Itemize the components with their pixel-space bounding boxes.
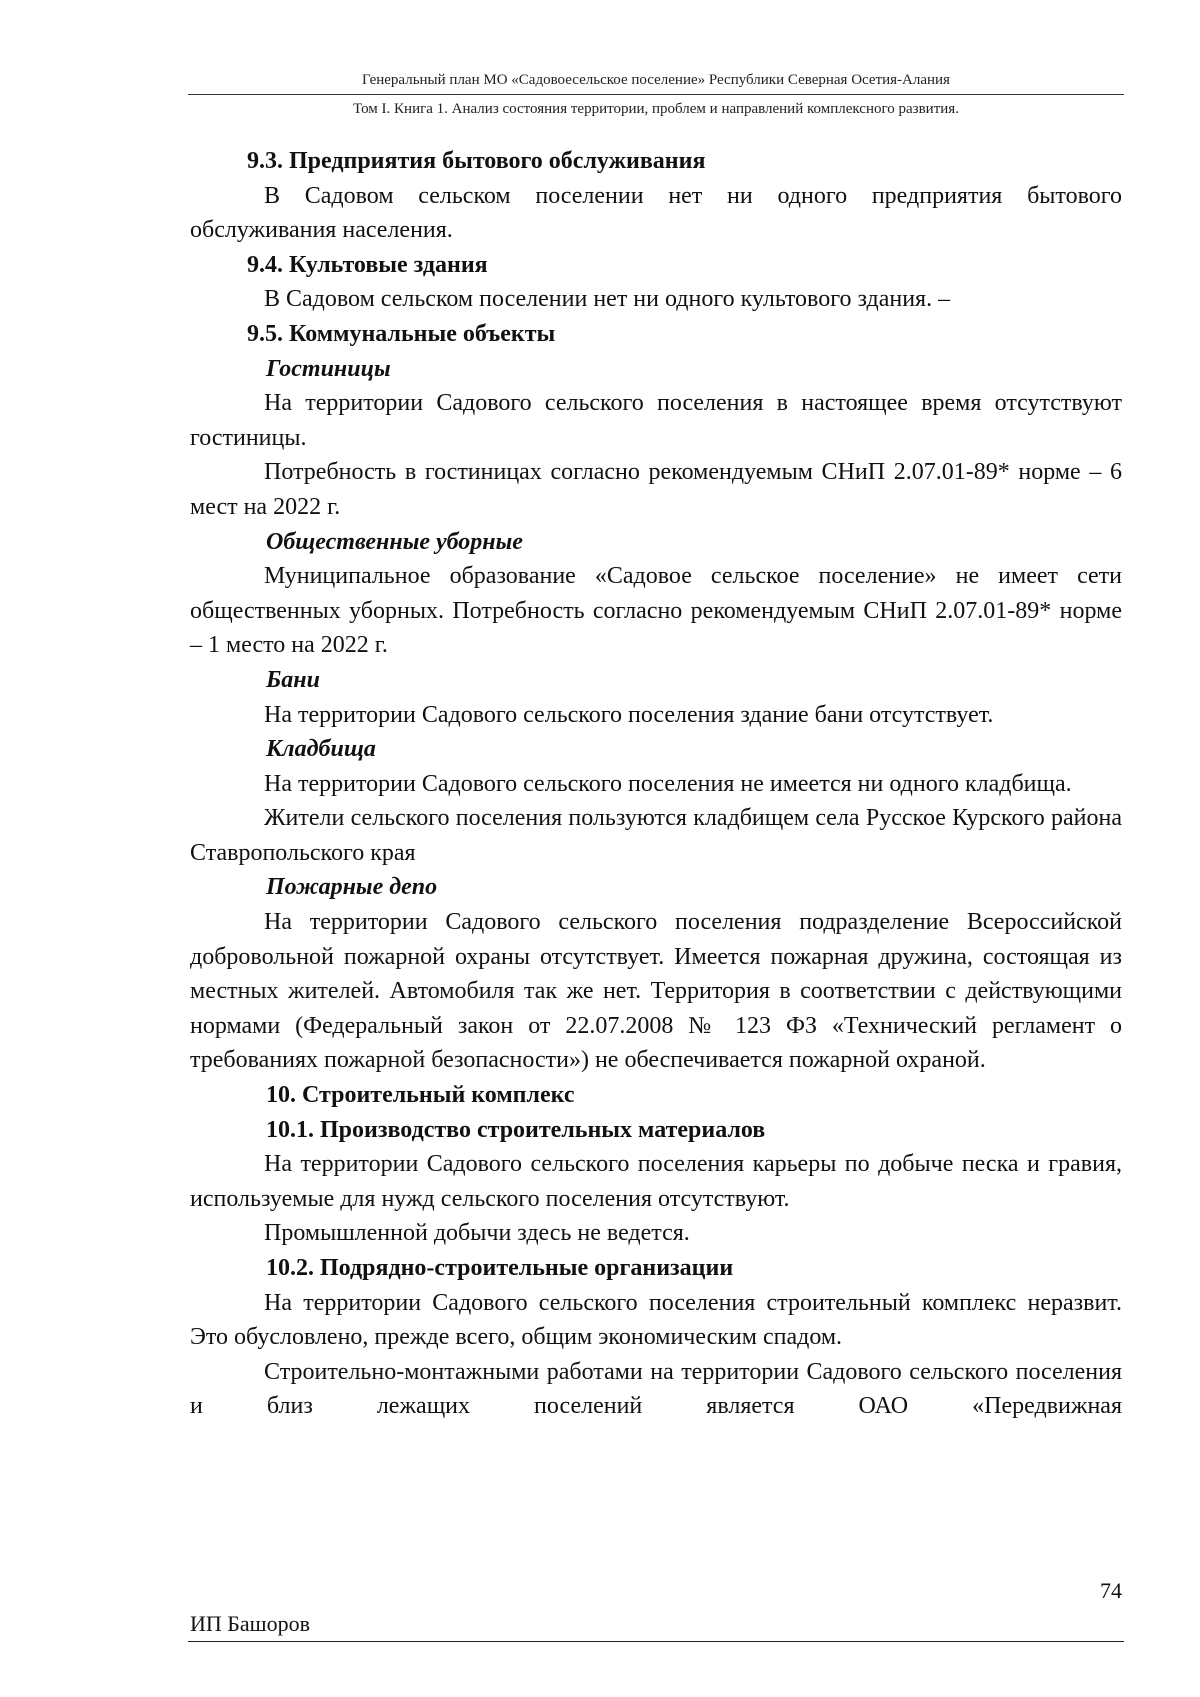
section-heading-9-3: 9.3. Предприятия бытового обслуживания bbox=[247, 148, 706, 174]
section-heading-10-2: 10.2. Подрядно-строительные организации bbox=[266, 1255, 734, 1281]
subheading-public-toilets: Общественные уборные bbox=[266, 528, 523, 555]
section-heading-9-4: 9.4. Культовые здания bbox=[247, 251, 488, 278]
page-number: 74 bbox=[1100, 1578, 1122, 1603]
section-heading-10: 10. Строительный комплекс bbox=[266, 1082, 575, 1109]
footer-author: ИП Башоров bbox=[190, 1611, 311, 1636]
paragraph-baths: На территории Садового сельского поселения здание бани отсутствует. bbox=[264, 701, 994, 728]
paragraph-fire-depots: На территории Садового сельского поселения подразделение Всероссийской добровольной пожарной охраны отсутствует. Имеется пожарная дружина, состоящая из местных жителей. Автомобиля так же нет. Территория в соответствии с действующими нормами (Федеральный закон от 22.07.2008 № 123 ФЗ «Технический регламент о требованиях пожарной безопасности») не обеспечивается пожарной охраной. bbox=[190, 909, 1122, 1074]
running-header-title: Генеральный план МО «Садовоесельское поселение» Республики Северная Осетия-Алания bbox=[362, 72, 950, 88]
footer-divider bbox=[188, 1641, 1124, 1642]
paragraph-9-3: В Садовом сельском поселении нет ни одного предприятия бытового обслуживания населения. bbox=[190, 182, 1122, 244]
paragraph-10-1-a: На территории Садового сельского поселения карьеры по добыче песка и гравия, используемые для нужд сельского поселения отсутствуют. bbox=[190, 1151, 1122, 1212]
subheading-hotels: Гостиницы bbox=[266, 355, 391, 382]
paragraph-hotels-2: Потребность в гостиницах согласно рекомендуемым СНиП 2.07.01-89* норме – 6 мест на 2022 г. bbox=[190, 459, 1122, 520]
paragraph-10-1-b: Промышленной добычи здесь не ведется. bbox=[264, 1220, 690, 1247]
header-divider bbox=[188, 94, 1124, 95]
paragraph-9-4: В Садовом сельском поселении нет ни одного культового здания. – bbox=[264, 286, 951, 313]
paragraph-cemeteries-2: Жители сельского поселения пользуются кладбищем села Русское Курского района Ставропольского края bbox=[190, 805, 1122, 866]
subheading-fire-depots: Пожарные депо bbox=[266, 874, 438, 901]
running-header-subtitle: Том I. Книга 1. Анализ состояния территории, проблем и направлений комплексного развития. bbox=[353, 101, 959, 117]
section-heading-10-1: 10.1. Производство строительных материалов bbox=[266, 1116, 766, 1143]
paragraph-10-2-a: На территории Садового сельского поселения строительный комплекс неразвит. Это обусловлено, прежде всего, общим экономическим спадом. bbox=[190, 1289, 1122, 1351]
section-heading-9-5: 9.5. Коммунальные объекты bbox=[247, 320, 556, 347]
paragraph-public-toilets: Муниципальное образование «Садовое сельское поселение» не имеет сети общественных уборных. Потребность согласно рекомендуемым СНиП 2.07.01-89* норме – 1 место на 2022 г. bbox=[190, 563, 1122, 659]
subheading-baths: Бани bbox=[266, 666, 320, 693]
subheading-cemeteries: Кладбища bbox=[266, 736, 376, 763]
page-content bbox=[190, 144, 1122, 1424]
paragraph-cemeteries-1: На территории Садового сельского поселения не имеется ни одного кладбища. bbox=[264, 770, 1072, 797]
paragraph-hotels-1: На территории Садового сельского поселения в настоящее время отсутствуют гостиницы. bbox=[190, 390, 1122, 451]
paragraph-10-2-b: Строительно-монтажными работами на территории Садового сельского поселения и близ лежащих поселений является ОАО «Передвижная bbox=[190, 1358, 1122, 1420]
